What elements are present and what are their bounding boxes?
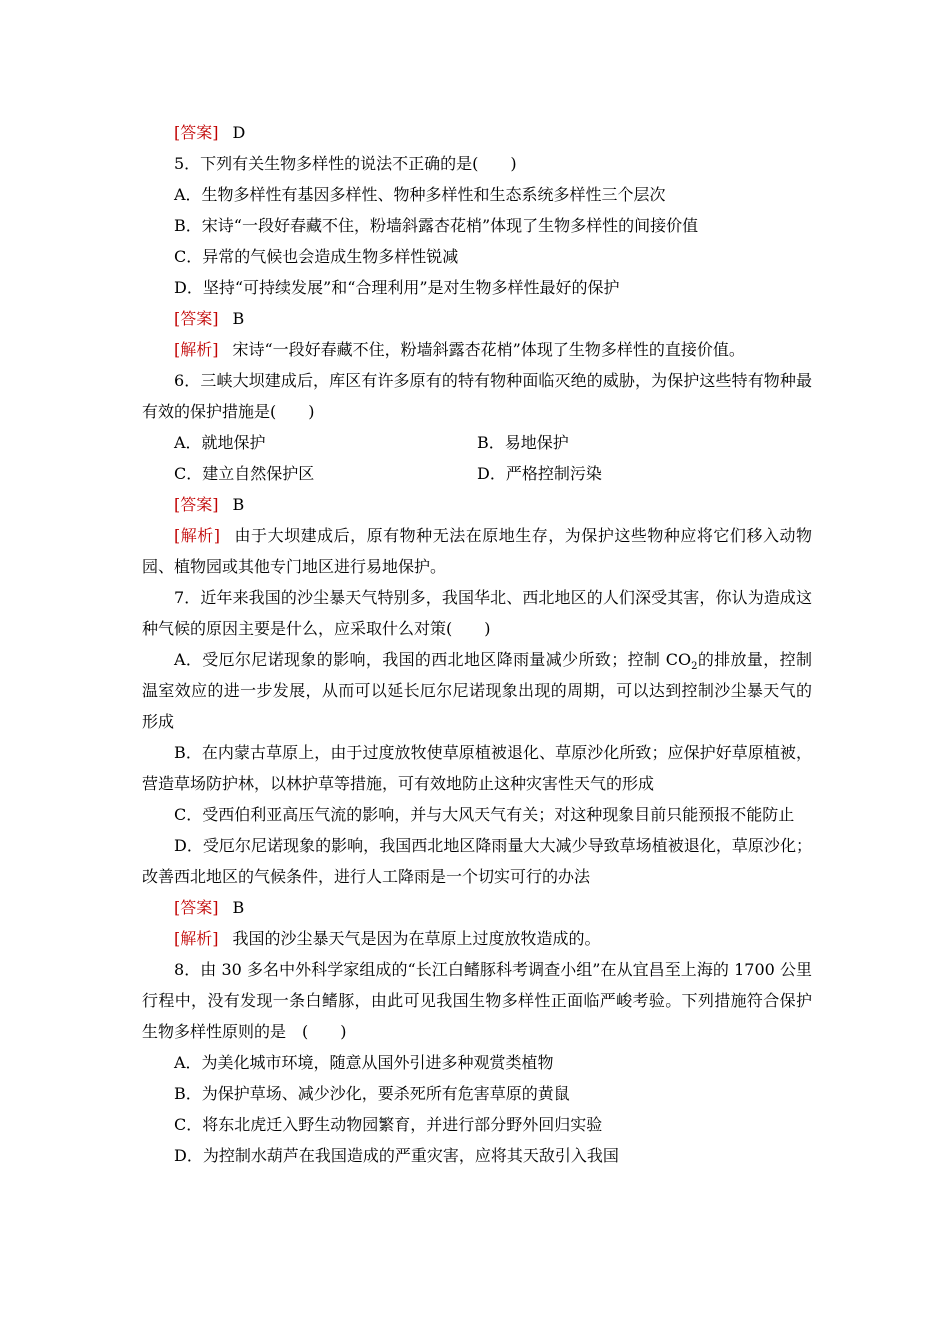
- question-8-option-c: C．将东北虎迁入野生动物园繁育，并进行部分野外回归实验: [174, 1115, 603, 1134]
- question-5-option-a: A．生物多样性有基因多样性、物种多样性和生态系统多样性三个层次: [174, 185, 666, 204]
- co2-subscript: 2: [691, 661, 698, 673]
- analysis-text: 由于大坝建成后，原有物种无法在原地生存，为保护这些物种应将它们移入动物园、植物园或其他专门地区进行易地保护。: [142, 526, 812, 576]
- answer-tag: [答案]: [174, 495, 219, 514]
- question-6-option-a: A．就地保护: [174, 433, 266, 452]
- question-5-option-d: D．坚持“可持续发展”和“合理利用”是对生物多样性最好的保护: [174, 278, 620, 297]
- question-8-option-a: A．为美化城市环境，随意从国外引进多种观赏类植物: [174, 1053, 554, 1072]
- question-6-option-c: C．建立自然保护区: [174, 464, 315, 483]
- answer-value: B: [232, 495, 245, 514]
- question-6-options-row-2: [142, 458, 812, 489]
- question-5-option-b: B．宋诗“一段好春藏不住，粉墙斜露杏花梢”体现了生物多样性的间接价值: [174, 216, 699, 235]
- analysis-tag: [解析]: [174, 929, 219, 948]
- analysis-line-q7: [142, 923, 812, 954]
- question-7-option-d: D．受厄尔尼诺现象的影响，我国西北地区降雨量大大减少导致草场植被退化，草原沙化；改善西北地区的气候条件，进行人工降雨是一个切实可行的办法: [142, 836, 812, 886]
- question-7-option-a: [142, 644, 812, 737]
- answer-value: D: [232, 123, 246, 142]
- answer-line-q4: [142, 117, 812, 148]
- question-5-option-c: C．异常的气候也会造成生物多样性锐减: [174, 247, 459, 266]
- question-5-stem: 5．下列有关生物多样性的说法不正确的是( ): [174, 154, 517, 173]
- answer-line-q6: [142, 489, 812, 520]
- answer-value: B: [232, 309, 245, 328]
- question-8-option-b: B．为保护草场、减少沙化，要杀死所有危害草原的黄鼠: [174, 1084, 570, 1103]
- question-6-options-row-1: [142, 427, 812, 458]
- question-7-option-b: B．在内蒙古草原上，由于过度放牧使草原植被退化、草原沙化所致；应保护好草原植被，营造草场防护林，以林护草等措施，可有效地防止这种灾害性天气的形成: [142, 743, 812, 793]
- analysis-line-q5: [142, 334, 812, 365]
- analysis-tag: [解析]: [174, 340, 219, 359]
- analysis-line-q6: [142, 520, 812, 582]
- question-8-stem: 8．由 30 多名中外科学家组成的“长江白鳍豚科考调查小组”在从宜昌至上海的 1700 公里行程中，没有发现一条白鳍豚，由此可见我国生物多样性正面临严峻考验。下列措施符合保护生物多样性原则的是 ( ): [142, 960, 812, 1041]
- analysis-text: 宋诗“一段好春藏不住，粉墙斜露杏花梢”体现了生物多样性的直接价值。: [232, 340, 745, 359]
- answer-value: B: [232, 898, 245, 917]
- question-6-option-b: B．易地保护: [477, 433, 569, 452]
- question-7-option-a-part1: A．受厄尔尼诺现象的影响，我国的西北地区降雨量减少所致；控制 CO: [174, 650, 692, 669]
- answer-tag: [答案]: [174, 898, 219, 917]
- question-7-option-c: C．受西伯利亚高压气流的影响，并与大风天气有关；对这种现象目前只能预报不能防止: [174, 805, 795, 824]
- document-page: [142, 117, 812, 1171]
- answer-tag: [答案]: [174, 123, 219, 142]
- question-8-option-d: D．为控制水葫芦在我国造成的严重灾害，应将其天敌引入我国: [174, 1146, 619, 1165]
- answer-line-q7: [142, 892, 812, 923]
- analysis-text: 我国的沙尘暴天气是因为在草原上过度放牧造成的。: [232, 929, 601, 948]
- question-7-option-a-part2: 的排放量，控制温室效应的进一步发展，从而可以延长厄尔尼诺现象出现的周期，可以达到控制沙尘暴天气的形成: [142, 650, 812, 731]
- question-6-stem: 6．三峡大坝建成后，库区有许多原有的特有物种面临灭绝的威胁，为保护这些特有物种最有效的保护措施是( ): [142, 371, 812, 421]
- analysis-tag: [解析]: [174, 526, 221, 545]
- answer-tag: [答案]: [174, 309, 219, 328]
- question-7-stem: 7．近年来我国的沙尘暴天气特别多，我国华北、西北地区的人们深受其害，你认为造成这种气候的原因主要是什么，应采取什么对策( ): [142, 588, 812, 638]
- answer-line-q5: [142, 303, 812, 334]
- question-6-option-d: D．严格控制污染: [477, 464, 602, 483]
